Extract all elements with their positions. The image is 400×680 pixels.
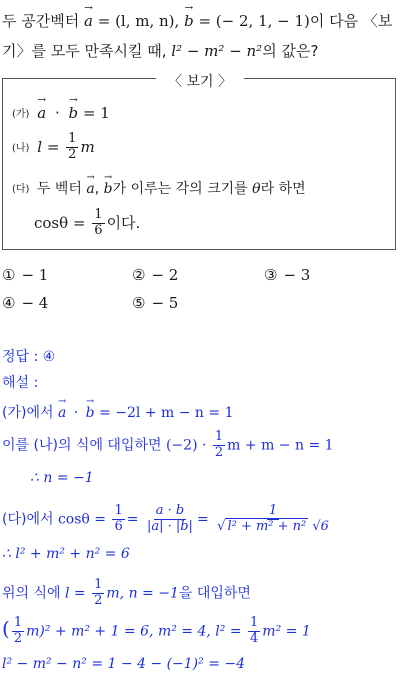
vector-b-components: = (− 2, 1, − 1) [198,12,310,30]
choice-marker: ⑤ [132,294,146,312]
condition-text: 라 하면 [260,181,306,197]
question-line-1 [2,10,392,31]
condition-1 [12,104,110,122]
question-line-2 [2,40,318,61]
step-4 [2,504,333,535]
choice-value: − 3 [283,266,311,284]
choice-marker: ① [2,266,16,284]
choice-5[interactable] [132,294,178,312]
vector-a: → a [37,104,46,122]
choice-value: − 1 [21,266,49,284]
fraction: $\frac{1}{4}$ [250,615,259,646]
choice-marker: ③ [264,266,278,284]
vector-a: → a [58,405,66,421]
condition-3-cos [34,208,140,239]
vector-a-components: = (l, m, n), [97,12,180,30]
fraction: $\frac{1}{2}$ [13,615,23,646]
fraction: $\frac{1}{6}$ [94,207,103,238]
condition-tag: (나) [12,142,30,154]
fraction: $\frac{1}{6}$ [114,503,123,534]
theta: θ [252,181,261,197]
choice-value: − 4 [21,294,49,312]
vector-b: → b [184,12,194,30]
question-text: 기〉를 모두 만족시킬 때, [2,42,167,60]
fraction: $\frac{1}{2}$ [68,131,77,162]
condition-text: 두 벡터 [36,181,82,197]
condition-text: 이다. [106,213,141,232]
choice-marker: ② [132,266,146,284]
condition-tag: (다) [12,184,30,195]
cos-expression: cosθ = [34,213,86,232]
cos-expression: cosθ = [57,511,107,528]
fraction: $\frac{1}{2}$ [94,577,103,608]
choice-1[interactable] [2,266,48,284]
variable: m [80,137,95,156]
step-6 [2,578,251,609]
choice-value: − 5 [151,294,179,312]
condition-3 [12,178,306,198]
choice-2[interactable] [132,266,178,284]
step-text: (가)에서 [2,405,54,421]
condition-text: 가 이루는 각의 크기를 [112,181,248,197]
step-1 [2,402,233,422]
step-equation: = −2l + m − n = 1 [99,405,234,421]
step-text: 이를 (나)의 식에 대입하면 [2,437,162,454]
conditions-box-title: 〈 보기 〉 [0,71,400,91]
vector-b: → b [86,405,95,421]
condition-lhs: l = [37,137,60,156]
condition-2 [12,132,95,163]
condition-tag: (가) [12,109,30,120]
condition-value: = 1 [82,104,110,122]
step-text: (다)에서 [2,511,54,528]
answer-label: 정답 : ④ [2,349,56,365]
vector-b: → b [69,104,79,122]
choice-value: − 2 [151,266,179,284]
step-equation: + m² + 1 = 6, m² = 4, l² = [54,623,242,640]
equals-sign: = [196,511,209,528]
step-5: ∴ l² + m² + n² = 6 [2,546,130,562]
step-equation: m, n = −1 [106,585,179,602]
paren: ( [2,616,10,641]
step-8: l² − m² − n² = 1 − 4 − (−1)² = −4 [2,656,246,672]
step-equation: m + m − n = 1 [227,437,334,454]
equals-sign: = [126,511,139,528]
step-2 [2,430,334,461]
question-text: 의 값은? [262,42,319,60]
explanation-label: 해설 : [2,375,39,391]
dot-operator: · [54,104,60,122]
fraction-dot-over-norms: $\frac{a \cdot b}{|a| \cdot |b|}$ [146,503,193,534]
step-equation: l = [65,585,86,602]
step-equation: m² = 1 [262,623,311,640]
step-text: 위의 식에 [2,585,61,602]
fraction-sqrt: $\frac{1}{\text{√ l² + m² + n² √6}}$ [217,503,329,534]
step-text: 을 대입하면 [178,585,251,602]
question-text: 두 공간벡터 [2,12,80,30]
step-3: ∴ n = −1 [30,470,94,486]
choice-3[interactable] [264,266,310,284]
choice-marker: ④ [2,294,16,312]
dot-operator: · [73,405,79,421]
step-equation: (−2) · [165,437,207,454]
comma: , [94,181,100,197]
target-expression: l² − m² − n² [171,42,263,60]
fraction: $\frac{1}{2}$ [214,429,224,460]
question-text: 이 다음 〈보 [309,12,393,30]
vector-a: → a [86,181,94,197]
choice-4[interactable] [2,294,48,312]
vector-b: → b [104,181,113,197]
step-7 [2,616,311,647]
step-equation: m)² [26,623,51,640]
vector-a: → a [84,12,93,30]
